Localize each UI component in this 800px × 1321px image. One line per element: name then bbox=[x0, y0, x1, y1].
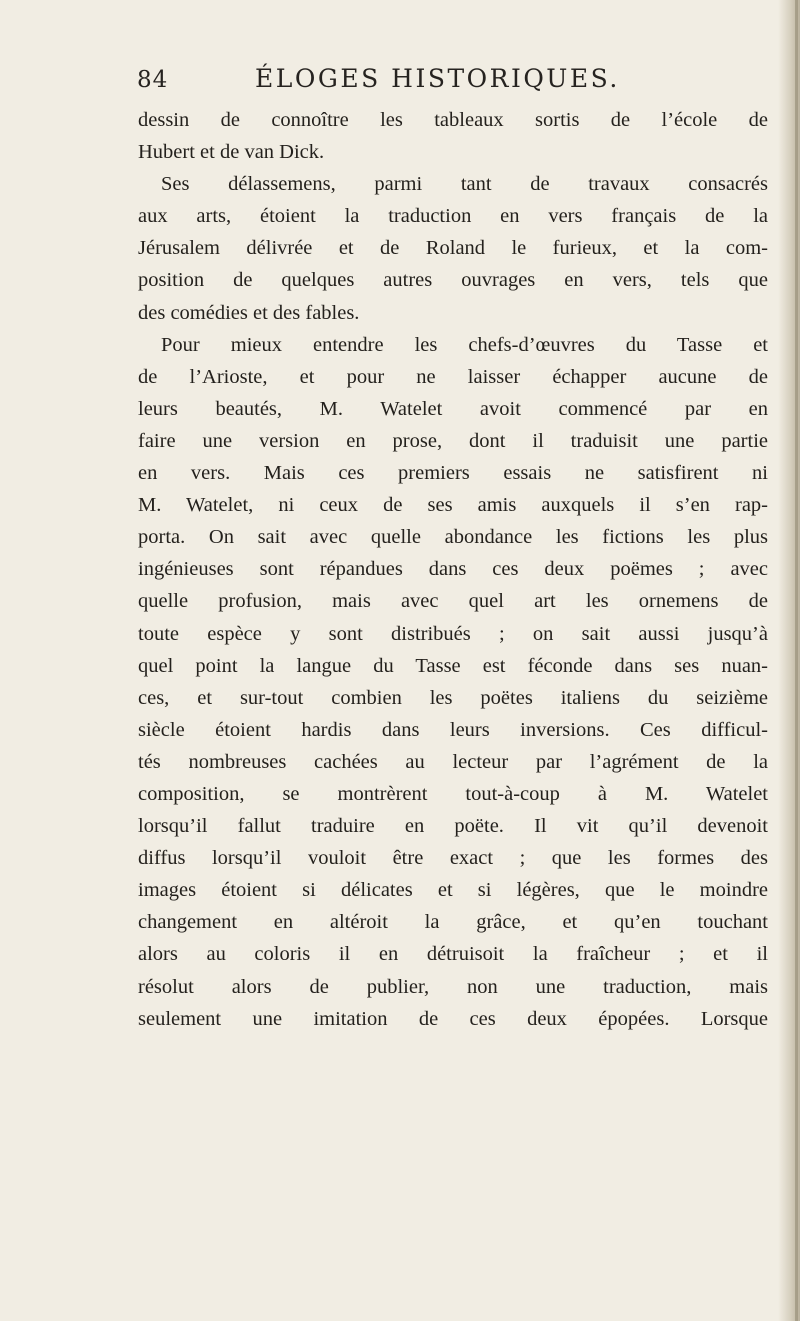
text-line: aux arts, étoient la traduction en vers français de la bbox=[138, 205, 768, 228]
text-line: quelle profusion, mais avec quel art les ornemens de bbox=[138, 590, 768, 613]
text-line: seulement une imitation de ces deux épopées. Lorsque bbox=[138, 1007, 768, 1030]
text-line: composition, se montrèrent tout-à-coup à M. Watelet bbox=[138, 782, 768, 805]
text-line: en vers. Mais ces premiers essais ne satisfirent ni bbox=[138, 462, 768, 485]
text-line: changement en altéroit la grâce, et qu’en touchant bbox=[138, 911, 768, 934]
text-line: faire une version en prose, dont il traduisit une partie bbox=[138, 429, 768, 452]
text-line: Jérusalem délivrée et de Roland le furieux, et la com- bbox=[138, 237, 768, 260]
text-line: porta. On sait avec quelle abondance les fictions les plus bbox=[138, 526, 768, 549]
text-line: Ses délassemens, parmi tant de travaux consacrés bbox=[161, 173, 768, 196]
text-line: dessin de connoître les tableaux sortis de l’école de bbox=[138, 109, 768, 131]
text-line: alors au coloris il en détruisoit la fraîcheur ; et il bbox=[138, 943, 768, 966]
text-line: leurs beautés, M. Watelet avoit commencé par en bbox=[138, 397, 768, 420]
text-line: Pour mieux entendre les chefs-d’œuvres du Tasse et bbox=[161, 333, 768, 356]
text-line: tés nombreuses cachées au lecteur par l’agrément de la bbox=[138, 750, 768, 773]
text-line: Hubert et de van Dick. bbox=[138, 141, 325, 164]
text-line: siècle étoient hardis dans leurs inversions. Ces difficul- bbox=[138, 718, 768, 741]
text-line: quel point la langue du Tasse est féconde dans ses nuan- bbox=[138, 654, 768, 677]
text-line: lorsqu’il fallut traduire en poëte. Il vit qu’il devenoit bbox=[138, 815, 768, 838]
page-edge-line bbox=[795, 0, 798, 1321]
text-line: ces, et sur-tout combien les poëtes italiens du seizième bbox=[138, 686, 768, 709]
text-line: M. Watelet, ni ceux de ses amis auxquels il s’en rap- bbox=[138, 494, 768, 517]
running-head: ÉLOGES HISTORIQUES. bbox=[255, 64, 620, 93]
page-number: 84 bbox=[137, 67, 169, 93]
page-header bbox=[137, 64, 637, 94]
text-line: toute espèce y sont distribués ; on sait aussi jusqu’à bbox=[138, 622, 768, 645]
text-line: de l’Arioste, et pour ne laisser échapper aucune de bbox=[138, 365, 768, 388]
body-text bbox=[138, 104, 768, 1035]
text-line: des comédies et des fables. bbox=[138, 301, 360, 324]
text-line: position de quelques autres ouvrages en vers, tels que bbox=[138, 269, 768, 292]
text-line: résolut alors de publier, non une traduction, mais bbox=[138, 975, 768, 998]
text-line: images étoient si délicates et si légères, que le moindre bbox=[138, 879, 768, 902]
text-line: ingénieuses sont répandues dans ces deux poëmes ; avec bbox=[138, 558, 768, 581]
text-line: diffus lorsqu’il vouloit être exact ; que les formes des bbox=[138, 847, 768, 870]
